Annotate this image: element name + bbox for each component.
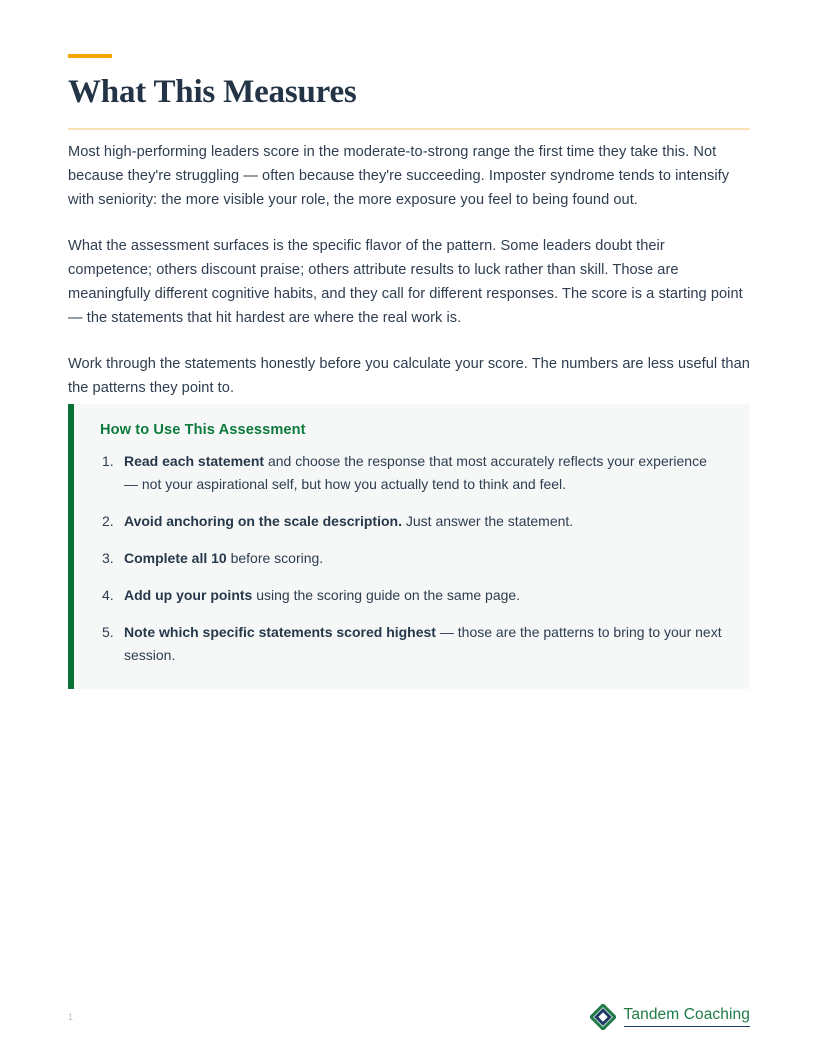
paragraph-1: Most high-performing leaders score in the moderate-to-strong range the first time they take this. Not because they're struggling — often because they're succeeding. Imposter syndrome tends to intensify with seniority: the more visible your role, the more exposure you feel to being found out. (68, 144, 730, 208)
page-number: 1 (68, 1012, 74, 1022)
list-item (100, 450, 724, 496)
paragraph-3: Work through the statements honestly before you calculate your score. The numbers are less useful than the patterns they point to. (68, 356, 750, 396)
brand-logo (590, 1004, 750, 1030)
page-title: What This Measures (68, 74, 357, 110)
list-item-lead: Complete all 10 (124, 550, 227, 566)
tandem-diamond-icon (590, 1004, 616, 1030)
list-item (100, 584, 724, 607)
title-divider (68, 128, 750, 130)
list-item-rest: using the scoring guide on the same page. (252, 587, 521, 603)
list-item-lead: Avoid anchoring on the scale description. (124, 513, 402, 529)
accent-bar (68, 54, 112, 58)
list-item-rest: Just answer the statement. (401, 513, 574, 529)
list-item (100, 621, 724, 667)
how-to-use-callout (68, 404, 750, 689)
list-item-lead: Note which specific statements scored highest (124, 624, 436, 640)
list-item-rest: before scoring. (226, 550, 324, 566)
paragraph-2: What the assessment surfaces is the specific flavor of the pattern. Some leaders doubt their competence; others discount praise; others attribute results to luck rather than skill. Those are meaningfully different cognitive habits, and they call for different responses. The score is a starting point — the statements that hit hardest are where the real work is. (68, 238, 743, 326)
instruction-list (100, 450, 724, 667)
list-item-rest: and choose the response that most accurately reflects your experience — not your aspirational self, but how you actually tend to think and feel. (124, 453, 707, 492)
list-item (100, 510, 724, 533)
list-item (100, 547, 724, 570)
body-content (68, 140, 750, 400)
list-item-lead: Read each statement (124, 453, 265, 469)
list-item-rest: — those are the patterns to bring to your next session. (124, 624, 722, 663)
callout-title: How to Use This Assessment (100, 422, 306, 438)
page-header (68, 54, 750, 130)
list-item-lead: Add up your points (124, 587, 253, 603)
page-footer (0, 986, 816, 1056)
brand-name: Tandem Coaching (624, 1007, 750, 1027)
